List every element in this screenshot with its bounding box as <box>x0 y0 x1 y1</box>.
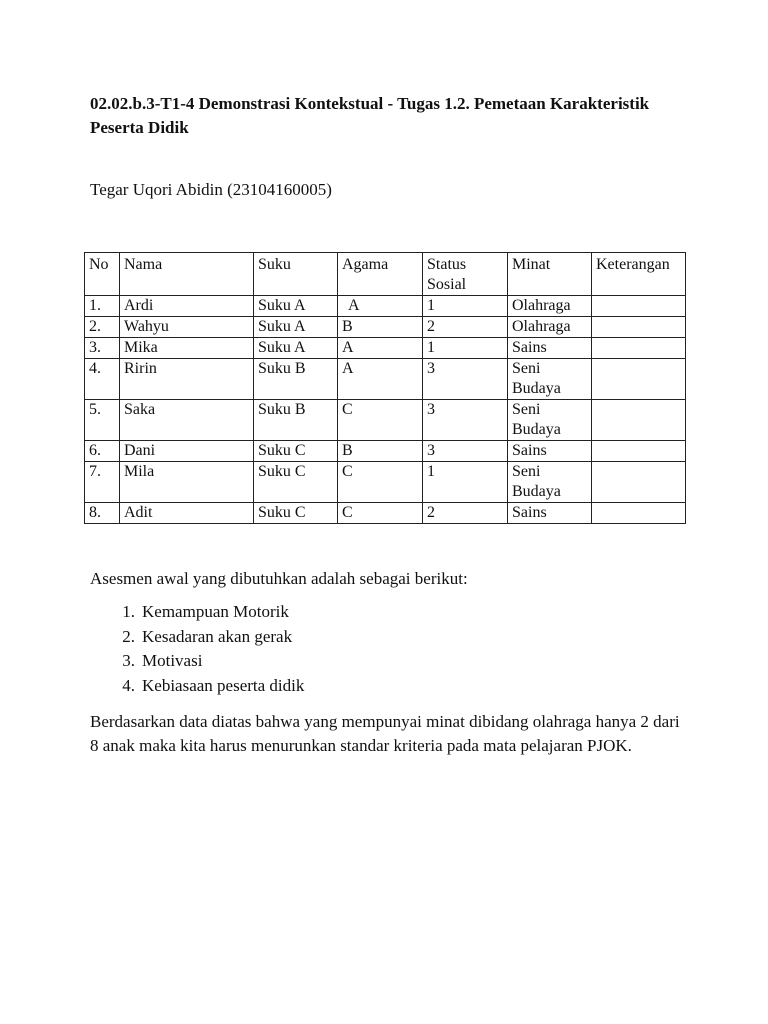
table-row <box>85 503 686 524</box>
author-line: Tegar Uqori Abidin (23104160005) <box>90 180 332 199</box>
cell-suku: Suku B <box>254 400 338 441</box>
header-nama: Nama <box>120 253 254 296</box>
cell-no: 4. <box>85 359 120 400</box>
table-row <box>85 462 686 503</box>
cell-minat: Seni Budaya <box>508 359 592 400</box>
cell-no: 7. <box>85 462 120 503</box>
cell-keterangan <box>592 317 686 338</box>
cell-keterangan <box>592 441 686 462</box>
cell-agama: C <box>338 462 423 503</box>
table-row <box>85 359 686 400</box>
table-row <box>85 441 686 462</box>
cell-no: 5. <box>85 400 120 441</box>
cell-keterangan <box>592 462 686 503</box>
cell-status: 2 <box>423 317 508 338</box>
header-agama: Agama <box>338 253 423 296</box>
cell-keterangan <box>592 296 686 317</box>
list-item-number: 1. <box>122 602 135 621</box>
document-title: 02.02.b.3-T1-4 Demonstrasi Kontekstual - Tugas 1.2. Pemetaan Karakteristik Peserta Didik <box>90 94 650 137</box>
table-row <box>85 317 686 338</box>
cell-no: 6. <box>85 441 120 462</box>
cell-suku: Suku A <box>254 317 338 338</box>
cell-nama: Mika <box>120 338 254 359</box>
table-row <box>85 296 686 317</box>
cell-suku: Suku C <box>254 441 338 462</box>
cell-minat: Sains <box>508 503 592 524</box>
cell-status: 2 <box>423 503 508 524</box>
cell-suku: Suku C <box>254 462 338 503</box>
cell-agama: A <box>338 359 423 400</box>
cell-status: 1 <box>423 338 508 359</box>
cell-no: 2. <box>85 317 120 338</box>
list-item-text: Kebiasaan peserta didik <box>142 675 305 695</box>
header-minat: Minat <box>508 253 592 296</box>
cell-suku: Suku A <box>254 296 338 317</box>
cell-keterangan <box>592 503 686 524</box>
list-item-number: 2. <box>122 626 135 646</box>
list-item <box>90 674 304 699</box>
cell-agama: B <box>338 441 423 462</box>
cell-nama: Saka <box>120 400 254 441</box>
list-item-number: 4. <box>122 675 135 695</box>
cell-minat: Olahraga <box>508 317 592 338</box>
list-item-text: Kesadaran akan gerak <box>142 626 293 646</box>
cell-nama: Ardi <box>120 296 254 317</box>
list-item <box>90 600 304 625</box>
list-item <box>90 649 304 674</box>
list-item-text: Kemampuan Motorik <box>142 602 289 621</box>
cell-minat: Sains <box>508 338 592 359</box>
cell-nama: Adit <box>120 503 254 524</box>
cell-status: 3 <box>423 359 508 400</box>
list-item <box>90 625 304 650</box>
cell-suku: Suku A <box>254 338 338 359</box>
header-status-sosial: Status Sosial <box>423 253 508 296</box>
header-suku: Suku <box>254 253 338 296</box>
cell-minat: Seni Budaya <box>508 462 592 503</box>
list-item-number: 3. <box>122 651 135 670</box>
cell-agama: A <box>338 338 423 359</box>
cell-suku: Suku B <box>254 359 338 400</box>
cell-status: 1 <box>423 462 508 503</box>
cell-keterangan <box>592 359 686 400</box>
cell-agama: A <box>338 296 423 317</box>
student-characteristics-table <box>84 252 686 524</box>
cell-status: 1 <box>423 296 508 317</box>
cell-agama: C <box>338 400 423 441</box>
header-keterangan: Keterangan <box>592 253 686 296</box>
cell-keterangan <box>592 338 686 359</box>
cell-nama: Wahyu <box>120 317 254 338</box>
cell-agama: B <box>338 317 423 338</box>
cell-keterangan <box>592 400 686 441</box>
list-item-text: Motivasi <box>142 651 203 670</box>
assessment-intro: Asesmen awal yang dibutuhkan adalah sebagai berikut: <box>90 569 468 588</box>
cell-minat: Sains <box>508 441 592 462</box>
cell-minat: Seni Budaya <box>508 400 592 441</box>
cell-no: 8. <box>85 503 120 524</box>
cell-no: 3. <box>85 338 120 359</box>
cell-agama: C <box>338 503 423 524</box>
cell-nama: Ririn <box>120 359 254 400</box>
cell-status: 3 <box>423 441 508 462</box>
cell-nama: Mila <box>120 462 254 503</box>
header-no: No <box>85 253 120 296</box>
assessment-list <box>90 600 304 698</box>
table-row <box>85 338 686 359</box>
conclusion-paragraph: Berdasarkan data diatas bahwa yang mempunyai minat dibidang olahraga hanya 2 dari 8 anak maka kita harus menurunkan standar kriteria pada mata pelajaran PJOK. <box>90 712 680 755</box>
cell-suku: Suku C <box>254 503 338 524</box>
cell-minat: Olahraga <box>508 296 592 317</box>
cell-nama: Dani <box>120 441 254 462</box>
table-header-row <box>85 253 686 296</box>
table-row <box>85 400 686 441</box>
cell-status: 3 <box>423 400 508 441</box>
cell-no: 1. <box>85 296 120 317</box>
